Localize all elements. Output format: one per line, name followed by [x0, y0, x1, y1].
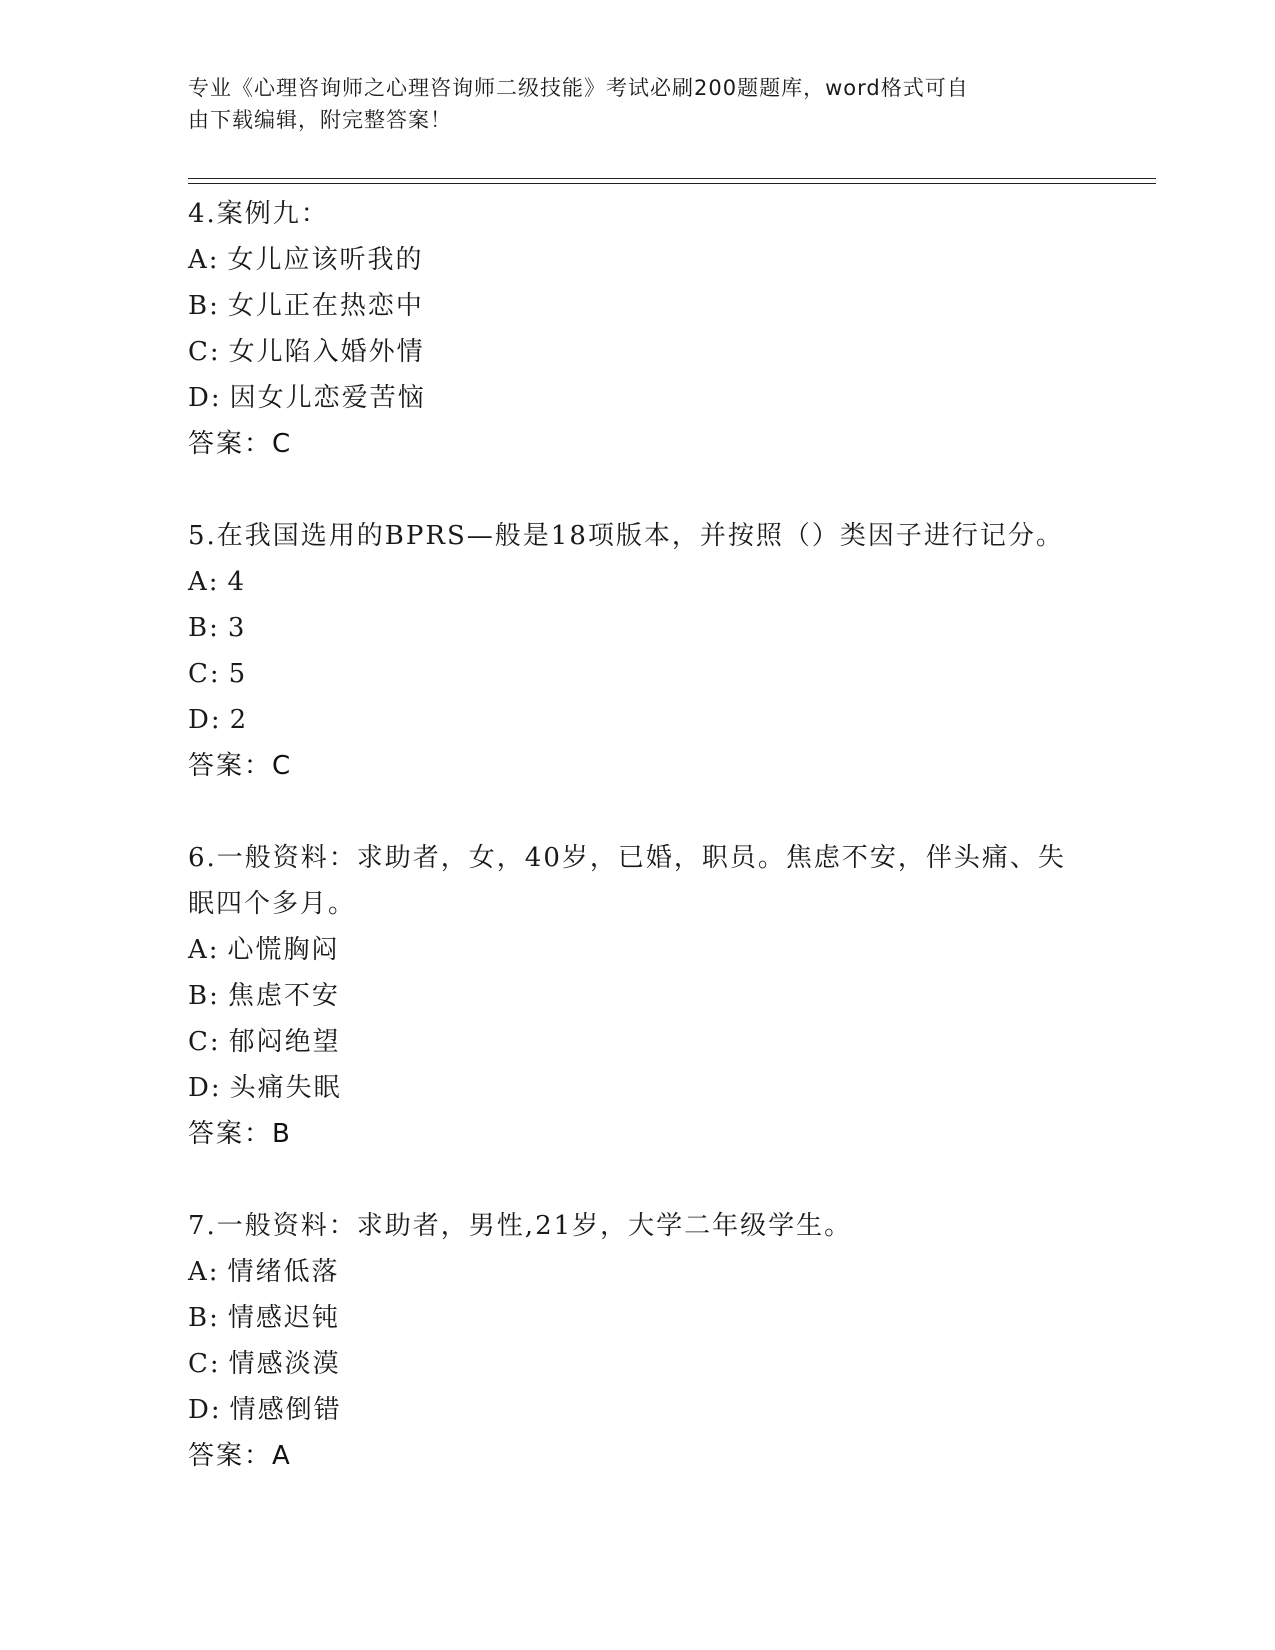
- header-divider-top: [188, 178, 1156, 179]
- document-header: [188, 72, 1068, 136]
- question-list: [188, 191, 1148, 1479]
- option-b: [188, 283, 1148, 329]
- option-text: 2: [229, 705, 249, 735]
- option-a: [188, 1249, 1148, 1295]
- option-text: 情感淡漠: [228, 1349, 341, 1379]
- option-label: A:: [188, 245, 220, 275]
- option-c: [188, 651, 1148, 697]
- option-label: A:: [188, 1257, 220, 1287]
- option-a: [188, 559, 1148, 605]
- header-line-1: 专业《心理咨询师之心理咨询师二级技能》考试必刷200题题库，word格式可自: [188, 76, 969, 100]
- option-label: B:: [188, 613, 220, 643]
- option-c: [188, 1341, 1148, 1387]
- option-b: [188, 1295, 1148, 1341]
- option-text: 郁闷绝望: [228, 1027, 341, 1057]
- header-line-2: 由下载编辑，附完整答案！: [188, 108, 452, 132]
- option-label: C:: [188, 1349, 221, 1379]
- spacer: [188, 1157, 1148, 1203]
- option-text: 女儿陷入婚外情: [228, 337, 425, 367]
- option-d: [188, 375, 1148, 421]
- question-block: [188, 513, 1148, 789]
- option-a: [188, 237, 1148, 283]
- answer-line: 答案：A: [188, 1441, 292, 1471]
- question-block: [188, 835, 1148, 1157]
- option-text: 4: [227, 567, 247, 597]
- answer-line: 答案：B: [188, 1119, 292, 1149]
- answer-line: 答案：C: [188, 429, 293, 459]
- question-stem: 7.一般资料：求助者，男性,21岁，大学二年级学生。: [188, 1211, 853, 1241]
- option-text: 因女儿恋爱苦恼: [229, 383, 426, 413]
- option-a: [188, 927, 1148, 973]
- option-label: B:: [188, 981, 220, 1011]
- option-text: 情绪低落: [227, 1257, 340, 1287]
- option-label: B:: [188, 291, 220, 321]
- option-text: 心慌胸闷: [227, 935, 340, 965]
- question-stem: 4.案例九：: [188, 199, 329, 229]
- option-text: 女儿应该听我的: [227, 245, 424, 275]
- option-text: 情感迟钝: [227, 1303, 340, 1333]
- option-c: [188, 329, 1148, 375]
- option-label: C:: [188, 337, 221, 367]
- answer-line: 答案：C: [188, 751, 293, 781]
- option-text: 情感倒错: [229, 1395, 342, 1425]
- option-label: C:: [188, 1027, 221, 1057]
- spacer: [188, 467, 1148, 513]
- option-b: [188, 973, 1148, 1019]
- option-label: A:: [188, 935, 220, 965]
- option-text: 头痛失眠: [229, 1073, 342, 1103]
- option-text: 5: [228, 659, 248, 689]
- option-text: 3: [227, 613, 247, 643]
- option-text: 焦虑不安: [227, 981, 340, 1011]
- option-label: A:: [188, 567, 220, 597]
- option-text: 女儿正在热恋中: [227, 291, 424, 321]
- option-label: C:: [188, 659, 221, 689]
- option-label: D:: [188, 1073, 222, 1103]
- option-d: [188, 1387, 1148, 1433]
- question-stem: 6.一般资料：求助者，女，40岁，已婚，职员。焦虑不安，伴头痛、失眠四个多月。: [188, 843, 1066, 919]
- option-label: B:: [188, 1303, 220, 1333]
- spacer: [188, 789, 1148, 835]
- option-b: [188, 605, 1148, 651]
- option-d: [188, 1065, 1148, 1111]
- option-d: [188, 697, 1148, 743]
- question-stem: 5.在我国选用的BPRS—般是18项版本，并按照（）类因子进行记分。: [188, 521, 1064, 551]
- option-c: [188, 1019, 1148, 1065]
- option-label: D:: [188, 705, 222, 735]
- question-block: [188, 191, 1148, 467]
- option-label: D:: [188, 383, 222, 413]
- header-divider-bottom: [188, 183, 1156, 184]
- option-label: D:: [188, 1395, 222, 1425]
- question-block: [188, 1203, 1148, 1479]
